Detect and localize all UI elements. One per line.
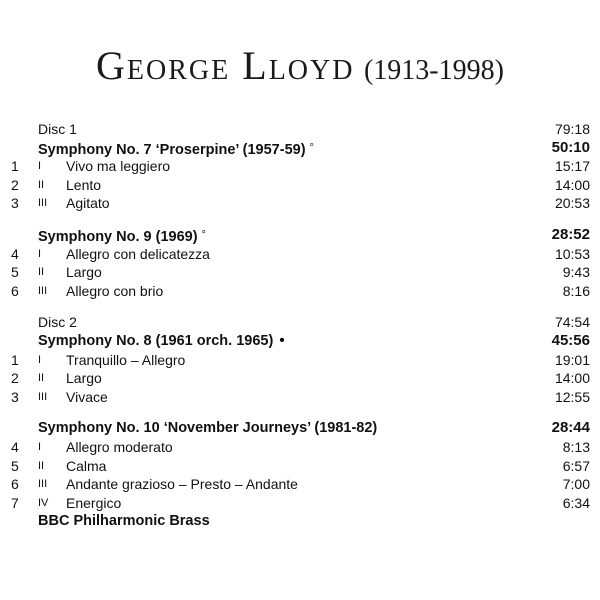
track-duration: 12:55 bbox=[554, 388, 590, 405]
track-duration: 20:53 bbox=[554, 195, 590, 212]
movement-name: Vivace bbox=[66, 388, 108, 405]
track-row bbox=[0, 388, 600, 407]
movement-numeral: III bbox=[38, 284, 48, 297]
disc-label: Disc 2 bbox=[38, 314, 77, 331]
movement-name: Vivo ma leggiero bbox=[66, 158, 171, 175]
disc-label: Disc 1 bbox=[38, 121, 77, 137]
track-number: 2 bbox=[11, 176, 19, 193]
movement-name: Agitato bbox=[66, 195, 110, 212]
track-number: 5 bbox=[11, 457, 19, 474]
composer-name: George Lloyd bbox=[96, 43, 355, 88]
track-row bbox=[0, 438, 600, 457]
movement-numeral: III bbox=[38, 197, 48, 210]
movement-name: Calma bbox=[66, 457, 107, 474]
work-title: Symphony No. 8 (1961 orch. 1965) • bbox=[38, 331, 285, 349]
disc-header bbox=[0, 120, 600, 139]
movement-numeral: III bbox=[38, 478, 48, 491]
movement-name: Tranquillo – Allegro bbox=[66, 351, 186, 368]
track-row bbox=[0, 369, 600, 388]
track-row bbox=[0, 194, 600, 213]
track-number: 1 bbox=[11, 158, 19, 175]
disc-total-duration: 79:18 bbox=[554, 121, 590, 137]
composer-years: (1913-1998) bbox=[363, 55, 504, 86]
movement-numeral: II bbox=[38, 266, 45, 279]
work-title: Symphony No. 10 ‘November Journeys’ (1981-82) bbox=[38, 420, 378, 437]
track-duration: 8:13 bbox=[562, 438, 590, 455]
movement-numeral: I bbox=[38, 353, 42, 366]
track-duration: 7:00 bbox=[562, 476, 590, 493]
movement-name: Largo bbox=[66, 370, 102, 387]
movement-name: Energico bbox=[66, 494, 122, 511]
movement-name: Allegro con brio bbox=[66, 282, 164, 299]
track-number: 2 bbox=[11, 370, 19, 387]
work-header bbox=[0, 226, 600, 245]
track-duration: 6:34 bbox=[562, 494, 590, 511]
track-row bbox=[0, 157, 600, 176]
movement-name: Lento bbox=[66, 176, 102, 193]
performer-name: BBC Philharmonic Brass bbox=[38, 513, 210, 530]
performer-credit bbox=[0, 512, 600, 531]
disc-header bbox=[0, 313, 600, 332]
movement-numeral: II bbox=[38, 372, 45, 385]
track-duration: 19:01 bbox=[554, 351, 590, 368]
track-row bbox=[0, 245, 600, 264]
disc-total-duration: 74:54 bbox=[554, 314, 590, 331]
track-number: 6 bbox=[11, 282, 19, 299]
spacer bbox=[0, 300, 600, 313]
track-number: 5 bbox=[11, 264, 19, 281]
work-duration: 45:56 bbox=[551, 331, 590, 349]
movement-name: Allegro moderato bbox=[66, 438, 173, 455]
track-number: 7 bbox=[11, 494, 19, 511]
work-header bbox=[0, 332, 600, 351]
track-duration: 6:57 bbox=[562, 457, 590, 474]
movement-numeral: I bbox=[38, 247, 42, 260]
work-duration: 28:52 bbox=[551, 225, 590, 243]
work-header bbox=[0, 419, 600, 438]
track-number: 3 bbox=[11, 388, 19, 405]
track-number: 4 bbox=[11, 438, 19, 455]
work-title: Symphony No. 7 ‘Proserpine’ (1957-59) ° bbox=[38, 141, 314, 158]
spacer bbox=[0, 213, 600, 226]
work-title: Symphony No. 9 (1969) ° bbox=[38, 228, 206, 245]
track-duration: 8:16 bbox=[562, 282, 590, 299]
track-row bbox=[0, 176, 600, 195]
recording-mark: ° bbox=[309, 141, 314, 154]
track-duration: 14:00 bbox=[554, 176, 590, 193]
track-number: 3 bbox=[11, 195, 19, 212]
track-duration: 15:17 bbox=[554, 158, 590, 175]
track-listing bbox=[0, 120, 600, 531]
spacer bbox=[0, 406, 600, 419]
movement-numeral: IV bbox=[38, 496, 49, 509]
track-row bbox=[0, 494, 600, 513]
track-row bbox=[0, 351, 600, 370]
track-row bbox=[0, 282, 600, 301]
work-header bbox=[0, 139, 600, 158]
movement-numeral: I bbox=[38, 440, 42, 453]
movement-numeral: III bbox=[38, 390, 48, 403]
track-duration: 9:43 bbox=[562, 264, 590, 281]
track-number: 1 bbox=[11, 351, 19, 368]
movement-name: Andante grazioso – Presto – Andante bbox=[66, 476, 298, 493]
page-title bbox=[0, 42, 600, 89]
track-duration: 10:53 bbox=[554, 245, 590, 262]
work-duration: 50:10 bbox=[551, 138, 590, 156]
recording-mark: ° bbox=[201, 228, 206, 241]
movement-numeral: I bbox=[38, 160, 42, 173]
movement-numeral: II bbox=[38, 459, 45, 472]
track-row bbox=[0, 475, 600, 494]
track-row bbox=[0, 263, 600, 282]
movement-numeral: II bbox=[38, 178, 45, 191]
movement-name: Allegro con delicatezza bbox=[66, 245, 210, 262]
work-duration: 28:44 bbox=[551, 419, 590, 437]
recording-mark: • bbox=[279, 331, 285, 349]
track-row bbox=[0, 457, 600, 476]
movement-name: Largo bbox=[66, 264, 102, 281]
track-number: 6 bbox=[11, 476, 19, 493]
track-number: 4 bbox=[11, 245, 19, 262]
track-duration: 14:00 bbox=[554, 370, 590, 387]
